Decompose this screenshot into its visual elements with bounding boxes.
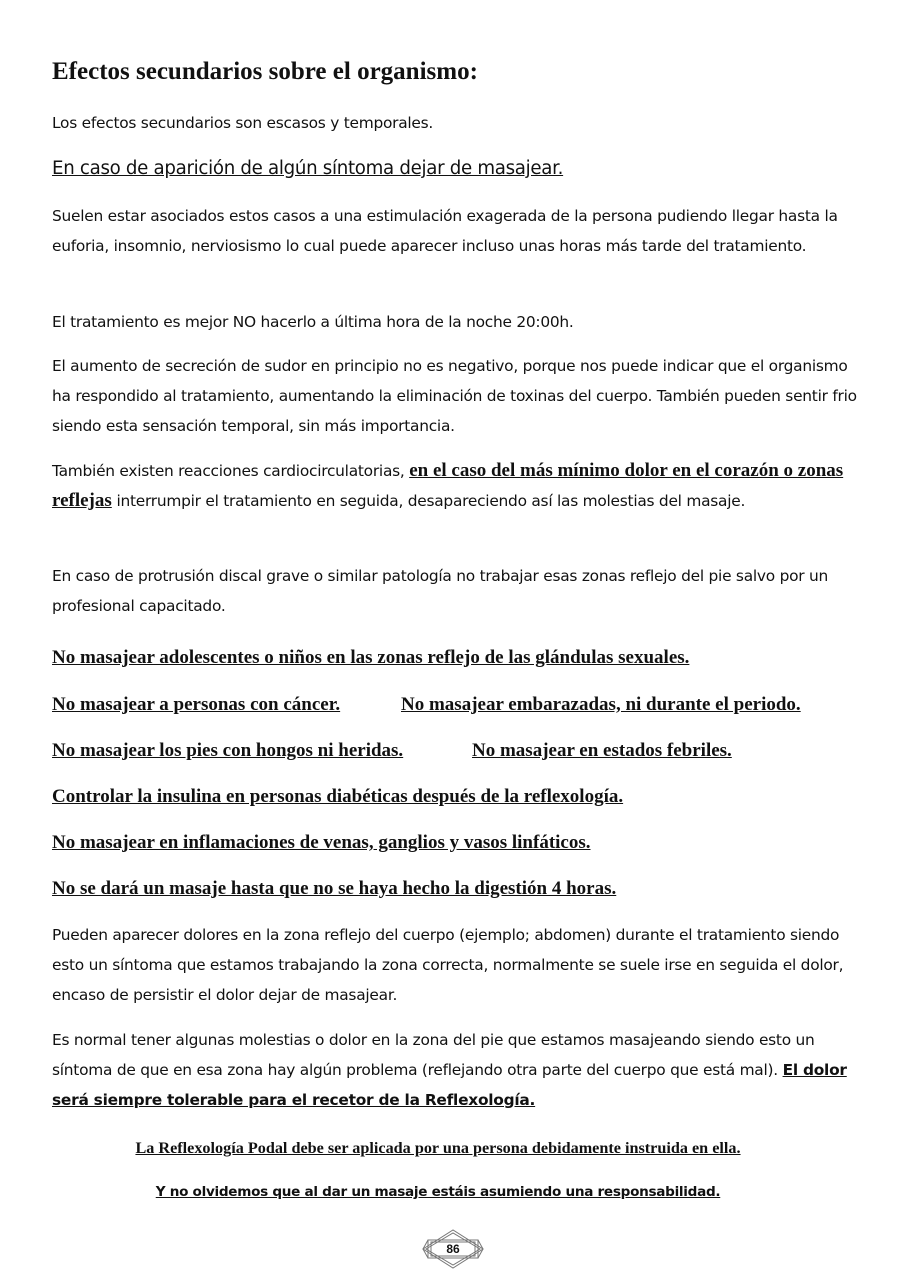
paragraph-discomfort — [52, 1025, 857, 1115]
rule-fungus: No masajear los pies con hongos ni heridas. — [52, 740, 404, 761]
page-title: Efectos secundarios sobre el organismo: — [52, 58, 478, 85]
rule-fever: No masajear en estados febriles. — [472, 740, 732, 761]
rule-pregnancy: No masajear embarazadas, ni durante el periodo. — [401, 694, 801, 715]
paragraph-night-treatment: El tratamiento es mejor NO hacerlo a última hora de la noche 20:00h. — [52, 313, 574, 331]
paragraph-cardio-text-end: interrumpir el tratamiento en seguida, desapareciendo así las molestias del masaje. — [111, 492, 746, 510]
paragraph-discomfort-emphasis: El dolor será siempre tolerable para el recetor de la Reflexología. — [52, 1061, 847, 1109]
paragraph-cardio-text: También existen reacciones cardiocirculatorias, — [52, 462, 410, 480]
rule-inflammation: No masajear en inflamaciones de venas, ganglios y vasos linfáticos. — [52, 832, 591, 853]
page-number: 86 — [446, 1242, 460, 1256]
rule-adolescents: No masajear adolescentes o niños en las zonas reflejo de las glándulas sexuales. — [52, 647, 690, 668]
subheading-paragraph — [52, 154, 857, 184]
paragraph-disc: En caso de protrusión discal grave o similar patología no trabajar esas zonas reflejo del pie salvo por un profesional capacitado. — [52, 567, 828, 615]
intro-paragraph: Los efectos secundarios son escasos y temporales. — [52, 114, 434, 132]
subheading: En caso de aparición de algún síntoma dejar de masajear. — [52, 158, 564, 179]
rule-digestion: No se dará un masaje hasta que no se haya hecho la digestión 4 horas. — [52, 878, 617, 899]
paragraph-sweat: El aumento de secreción de sudor en principio no es negativo, porque nos puede indicar que el organismo ha respondido al tratamiento, aumentando la eliminación de toxinas del cuerpo. También pueden sentir frio siendo esta sensación temporal, sin más importancia. — [52, 357, 857, 435]
paragraph-euphoria: Suelen estar asociados estos casos a una estimulación exagerada de la persona pudiendo llegar hasta la euforia, insomnio, nerviosismo lo cual puede aparecer incluso unas horas más tarde del tratamiento. — [52, 207, 838, 255]
rule-insulin: Controlar la insulina en personas diabéticas después de la reflexología. — [52, 786, 624, 807]
footer-responsibility: Y no olvidemos que al dar un masaje estáis asumiendo una responsabilidad. — [155, 1184, 721, 1200]
paragraph-cardio — [52, 456, 857, 516]
page-number-badge — [420, 1228, 486, 1270]
paragraph-cardio-emphasis: en el caso del más mínimo dolor en el corazón o zonas reflejas — [52, 460, 844, 511]
paragraph-reflex-pain: Pueden aparecer dolores en la zona reflejo del cuerpo (ejemplo; abdomen) durante el tratamiento siendo esto un síntoma que estamos trabajando la zona correcta, normalmente se suele irse en seguida el dolor, encaso de persistir el dolor dejar de masajear. — [52, 926, 844, 1004]
rule-cancer: No masajear a personas con cáncer. — [52, 694, 341, 715]
paragraph-discomfort-text: Es normal tener algunas molestias o dolor en la zona del pie que estamos masajeando siendo esto un síntoma de que en esa zona hay algún problema (reflejando otra parte del cuerpo que está mal). — [52, 1031, 815, 1079]
footer-instruction: La Reflexología Podal debe ser aplicada por una persona debidamente instruida en ella. — [135, 1139, 741, 1157]
